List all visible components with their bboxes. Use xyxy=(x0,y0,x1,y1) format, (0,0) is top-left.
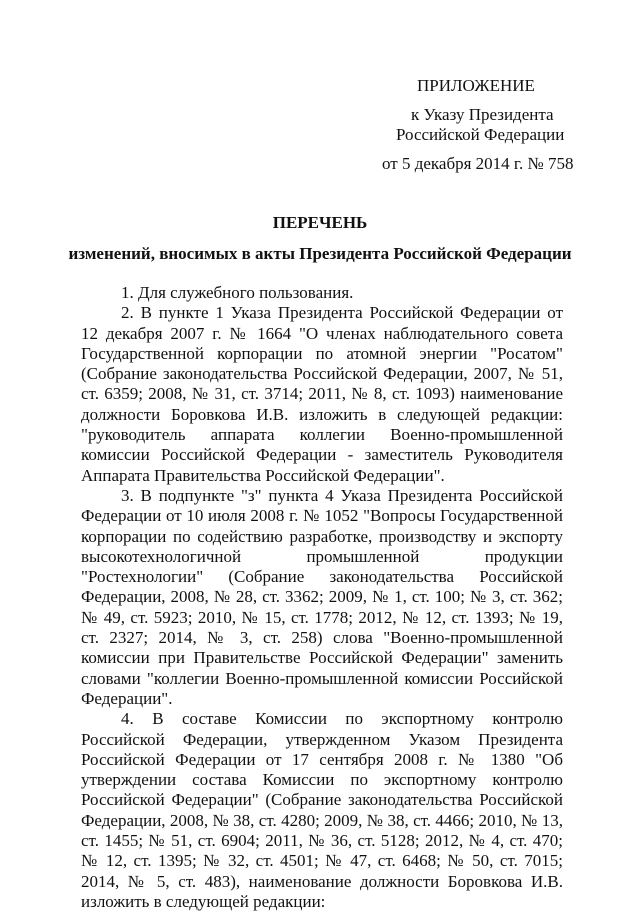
paragraph-1: 1. Для служебного пользования. xyxy=(121,283,354,302)
paragraph-2: 2. В пункте 1 Указа Президента Российской Федерации от 12 декабря 2007 г. № 1664 "О членах наблюдательного совета Государственной корпорации по атомной энергии "Росатом" (Собрание законодательства Российской Федерации, 2007, № 51, ст. 6359; 2008, № 31, ст. 3714; 2011, № 8, ст. 1093) наименование должности Боровкова И.В. изложить в следующей редакции: "руководитель аппарата коллегии Военно-промышленной комиссии Российской Федерации - заместитель Руководителя Аппарата Правительства Российской Федерации". xyxy=(81,303,563,485)
decree-date-number: от 5 декабря 2014 г. № 758 xyxy=(382,154,574,173)
title-main: ПЕРЕЧЕНЬ xyxy=(272,213,368,232)
title-subtitle: изменений, вносимых в акты Президента Российской Федерации xyxy=(68,244,572,263)
document-body xyxy=(81,283,563,912)
paragraph-3: 3. В подпункте "з" пункта 4 Указа Президента Российской Федерации от 10 июля 2008 г. № 1052 "Вопросы Государственной корпорации по содействию разработке, производству и экспорту высокотехнологичной промышленной продукции "Ростехнологии" (Собрание законодательства Российской Федерации, 2008, № 28, ст. 3362; 2009, № 1, ст. 100; № 3, ст. 362; № 49, ст. 5923; 2010, № 15, ст. 1778; 2012, № 12, ст. 1393; № 19, ст. 2327; 2014, № 3, ст. 258) слова "Военно-промышленной комиссии при Правительстве Российской Федерации" заменить словами "коллегии Военно-промышленной комиссии Российской Федерации". xyxy=(81,485,563,708)
federation-line: Российской Федерации xyxy=(396,125,565,144)
decree-reference: к Указу Президента xyxy=(411,105,554,124)
appendix-label: ПРИЛОЖЕНИЕ xyxy=(417,76,535,95)
paragraph-4: 4. В составе Комиссии по экспортному контролю Российской Федерации, утвержденном Указом Президента Российской Федерации от 17 сентября 2008 г. № 1380 "Об утверждении состава Комиссии по экспортному контролю Российской Федерации" (Собрание законодательства Российской Федерации, 2008, № 38, ст. 4280; 2009, № 38, ст. 4466; 2010, № 13, ст. 1455; № 51, ст. 6904; 2011, № 36, ст. 5128; 2012, № 4, ст. 470; № 12, ст. 1395; № 32, ст. 4501; № 47, ст. 6468; № 50, ст. 7015; 2014, № 5, ст. 483), наименование должности Боровкова И.В. изложить в следующей редакции: xyxy=(81,709,563,911)
